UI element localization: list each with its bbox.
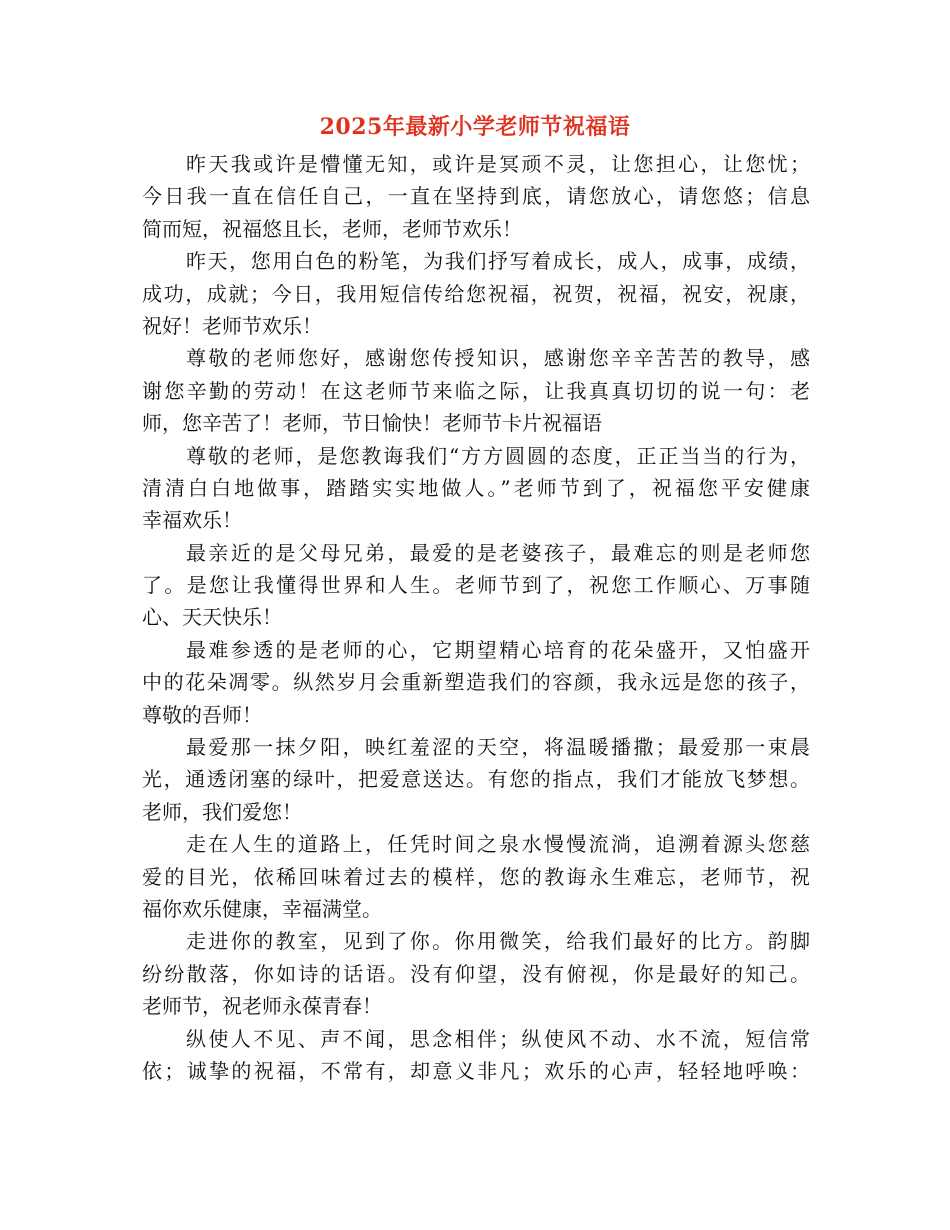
paragraph-line: 简而短，祝福悠且长，老师，老师节欢乐！ xyxy=(142,216,522,241)
paragraph-line: 爱的目光，依稀回味着过去的模样，您的教诲永生难忘，老师节，祝 xyxy=(142,864,810,889)
paragraph-line: 昨天，您用白色的粉笔，为我们抒写着成长，成人，成事，成绩， xyxy=(186,249,810,274)
paragraph-line: 福你欢乐健康，幸福满堂。 xyxy=(142,896,382,921)
paragraph xyxy=(142,148,810,245)
paragraph-line: 心、天天快乐！ xyxy=(142,605,282,630)
paragraph xyxy=(142,342,810,439)
paragraph-line: 谢您辛勤的劳动！在这老师节来临之际，让我真真切切的说一句：老 xyxy=(142,378,810,403)
paragraph-line: 祝好！老师节欢乐！ xyxy=(142,313,322,338)
paragraph xyxy=(142,245,810,342)
paragraph-line: 老师，我们爱您！ xyxy=(142,799,302,824)
paragraph-line: 幸福欢乐！ xyxy=(142,508,242,533)
paragraph-line: 今日我一直在信任自己，一直在坚持到底，请您放心，请您悠；信息 xyxy=(142,184,810,209)
paragraph-line: 纷纷散落，你如诗的话语。没有仰望，没有俯视，你是最好的知己。 xyxy=(142,961,810,986)
paragraph xyxy=(142,731,810,828)
paragraph xyxy=(142,1023,810,1088)
paragraph-line: 光，通透闭塞的绿叶，把爱意送达。有您的指点，我们才能放飞梦想。 xyxy=(142,767,810,792)
paragraph-line: 尊敬的老师，是您教诲我们“方方圆圆的态度，正正当当的行为， xyxy=(186,443,810,468)
paragraph xyxy=(142,537,810,634)
paragraph xyxy=(142,440,810,537)
paragraph-line: 纵使人不见、声不闻，思念相伴；纵使风不动、水不流，短信常 xyxy=(186,1026,810,1051)
paragraph xyxy=(142,634,810,731)
paragraph-line: 尊敬的老师您好，感谢您传授知识，感谢您辛辛苦苦的教导，感 xyxy=(186,346,810,371)
paragraph-line: 成功，成就；今日，我用短信传给您祝福，祝贺，祝福，祝安，祝康， xyxy=(142,281,810,306)
paragraph-line: 最爱那一抹夕阳，映红羞涩的天空，将温暖播撒；最爱那一束晨 xyxy=(186,735,810,760)
paragraph-line: 尊敬的吾师！ xyxy=(142,702,262,727)
paragraph-line: 最难参透的是老师的心，它期望精心培育的花朵盛开，又怕盛开 xyxy=(186,637,810,662)
document-title: 2025年最新小学老师节祝福语 xyxy=(319,114,631,140)
paragraph-line: 老师节，祝老师永葆青春！ xyxy=(142,994,382,1019)
paragraph-line: 依；诚挚的祝福，不常有，却意义非凡；欢乐的心声，轻轻地呼唤： xyxy=(142,1058,810,1083)
paragraph-line: 昨天我或许是懵懂无知，或许是冥顽不灵，让您担心，让您忧； xyxy=(186,152,810,176)
paragraph-line: 中的花朵凋零。纵然岁月会重新塑造我们的容颜，我永远是您的孩子， xyxy=(142,670,810,695)
paragraph-line: 师，您辛苦了！老师，节日愉快！老师节卡片祝福语 xyxy=(142,411,602,436)
paragraph xyxy=(142,925,810,1022)
paragraph-line: 了。是您让我懂得世界和人生。老师节到了，祝您工作顺心、万事随 xyxy=(142,573,810,598)
paragraph-line: 最亲近的是父母兄弟，最爱的是老婆孩子，最难忘的则是老师您 xyxy=(186,540,810,565)
paragraph xyxy=(142,828,810,925)
document-body xyxy=(142,148,810,1087)
paragraph-line: 走在人生的道路上，任凭时间之泉水慢慢流淌，追溯着源头您慈 xyxy=(186,832,810,857)
paragraph-line: 清清白白地做事，踏踏实实地做人。”老师节到了，祝福您平安健康 xyxy=(142,475,810,500)
paragraph-line: 走进你的教室，见到了你。你用微笑，给我们最好的比方。韵脚 xyxy=(186,929,810,954)
